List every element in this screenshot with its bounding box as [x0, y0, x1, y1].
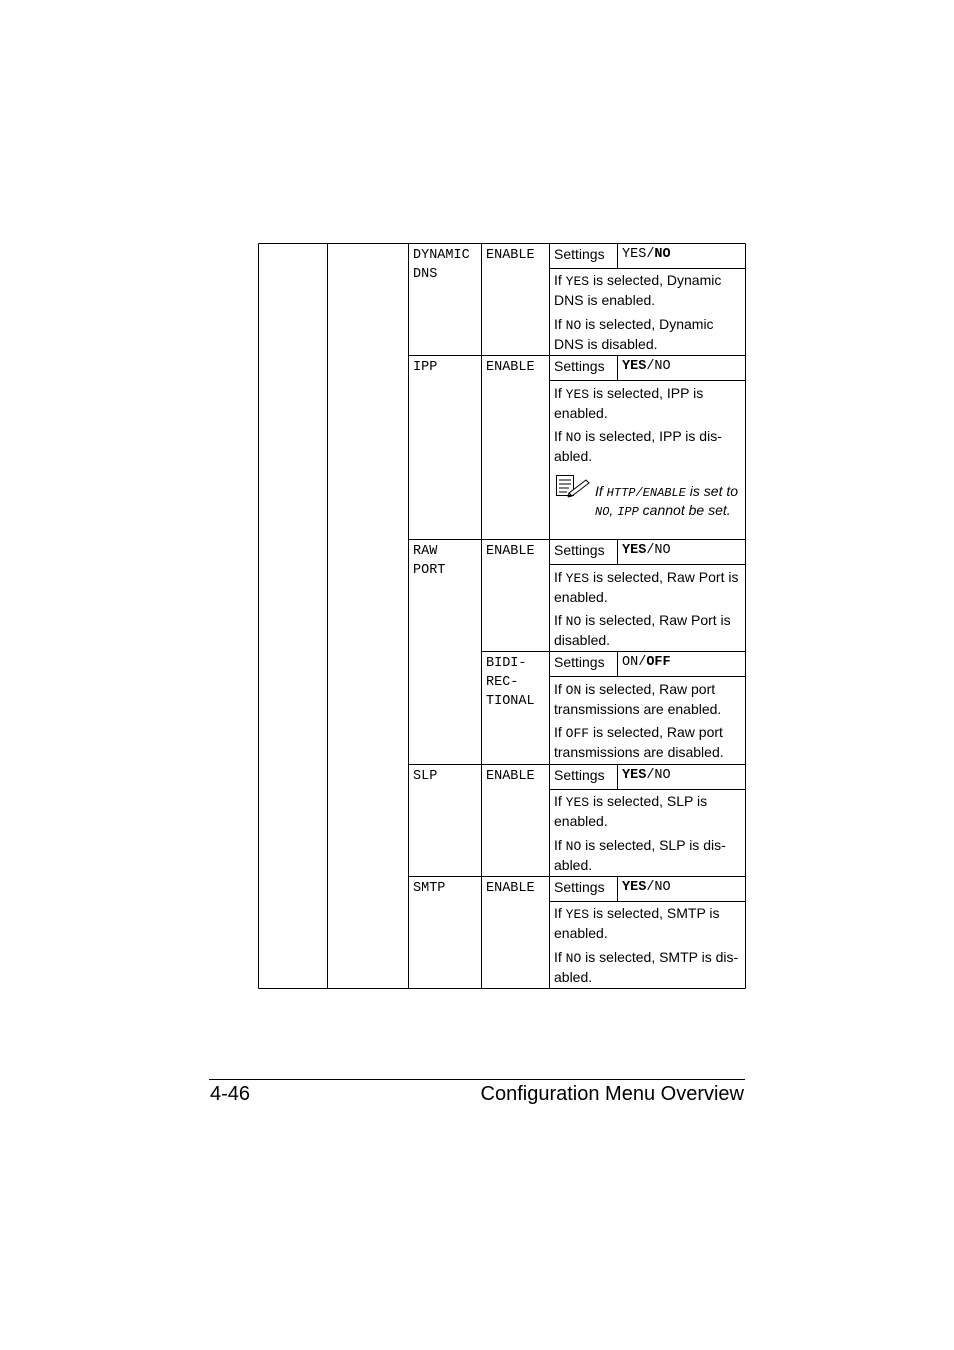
option-off-default: OFF	[646, 655, 671, 670]
chapter-title: Configuration Menu Overview	[480, 1083, 744, 1105]
description-no: If NO is selected, Dynamic DNS is disabled.	[554, 316, 714, 352]
settings-value	[622, 543, 671, 558]
settings-label: Settings	[554, 879, 605, 895]
submenu-enable: ENABLE	[486, 248, 535, 263]
settings-label: Settings	[554, 767, 605, 783]
menu-item-smtp: SMTP	[413, 881, 446, 896]
submenu-enable: ENABLE	[486, 544, 535, 559]
option-no-default: NO	[654, 247, 671, 262]
page-number: 4-46	[210, 1083, 251, 1105]
option-yes-default: YES	[622, 880, 647, 895]
option-separator: /	[646, 768, 655, 783]
description-no: If NO is selected, Raw Port is disabled.	[554, 612, 731, 648]
note-pencil-icon	[555, 474, 591, 498]
menu-item-ipp: IPP	[413, 360, 438, 375]
description-yes: If YES is selected, IPP is enabled.	[554, 385, 704, 421]
option-separator: /	[638, 655, 647, 670]
description-yes: If YES is selected, Raw Port is enabled.	[554, 569, 739, 605]
settings-label: Settings	[554, 654, 605, 670]
option-separator: /	[646, 880, 655, 895]
option-on: ON	[622, 655, 639, 670]
menu-item-dynamic-dns: DYNAMIC DNS	[413, 248, 470, 282]
submenu-bidirectional: BIDI-REC-TIONAL	[486, 656, 535, 709]
description-yes: If YES is selected, Dynamic DNS is enabled.	[554, 272, 722, 308]
option-yes: YES	[622, 247, 647, 262]
settings-label: Settings	[554, 358, 605, 374]
settings-value	[622, 359, 671, 374]
option-separator: /	[646, 247, 655, 262]
option-no: NO	[654, 543, 671, 558]
option-yes-default: YES	[622, 543, 647, 558]
description-yes: If YES is selected, SLP is enabled.	[554, 793, 708, 829]
description-yes: If YES is selected, SMTP is enabled.	[554, 905, 720, 941]
description-no: If NO is selected, SLP is dis-abled.	[554, 837, 726, 873]
settings-label: Settings	[554, 246, 605, 262]
menu-item-slp: SLP	[413, 769, 438, 784]
ipp-note: If HTTP/ENABLE is set to NO, IPP cannot be set.	[595, 483, 739, 519]
settings-value	[622, 655, 671, 670]
description-on: If ON is selected, Raw port transmissions are enabled.	[554, 681, 722, 717]
settings-value	[622, 247, 671, 262]
settings-value	[622, 880, 671, 895]
description-off: If OFF is selected, Raw port transmissions are disabled.	[554, 724, 724, 760]
option-no: NO	[654, 768, 671, 783]
option-no: NO	[654, 880, 671, 895]
submenu-enable: ENABLE	[486, 881, 535, 896]
description-no: If NO is selected, SMTP is dis-abled.	[554, 949, 739, 985]
option-yes-default: YES	[622, 768, 647, 783]
submenu-enable: ENABLE	[486, 360, 535, 375]
option-yes-default: YES	[622, 359, 647, 374]
description-no: If NO is selected, IPP is dis-abled.	[554, 428, 722, 464]
submenu-enable: ENABLE	[486, 769, 535, 784]
menu-item-raw-port: RAW PORT	[413, 544, 446, 578]
settings-label: Settings	[554, 542, 605, 558]
settings-value	[622, 768, 671, 783]
option-separator: /	[646, 543, 655, 558]
option-separator: /	[646, 359, 655, 374]
option-no: NO	[654, 359, 671, 374]
